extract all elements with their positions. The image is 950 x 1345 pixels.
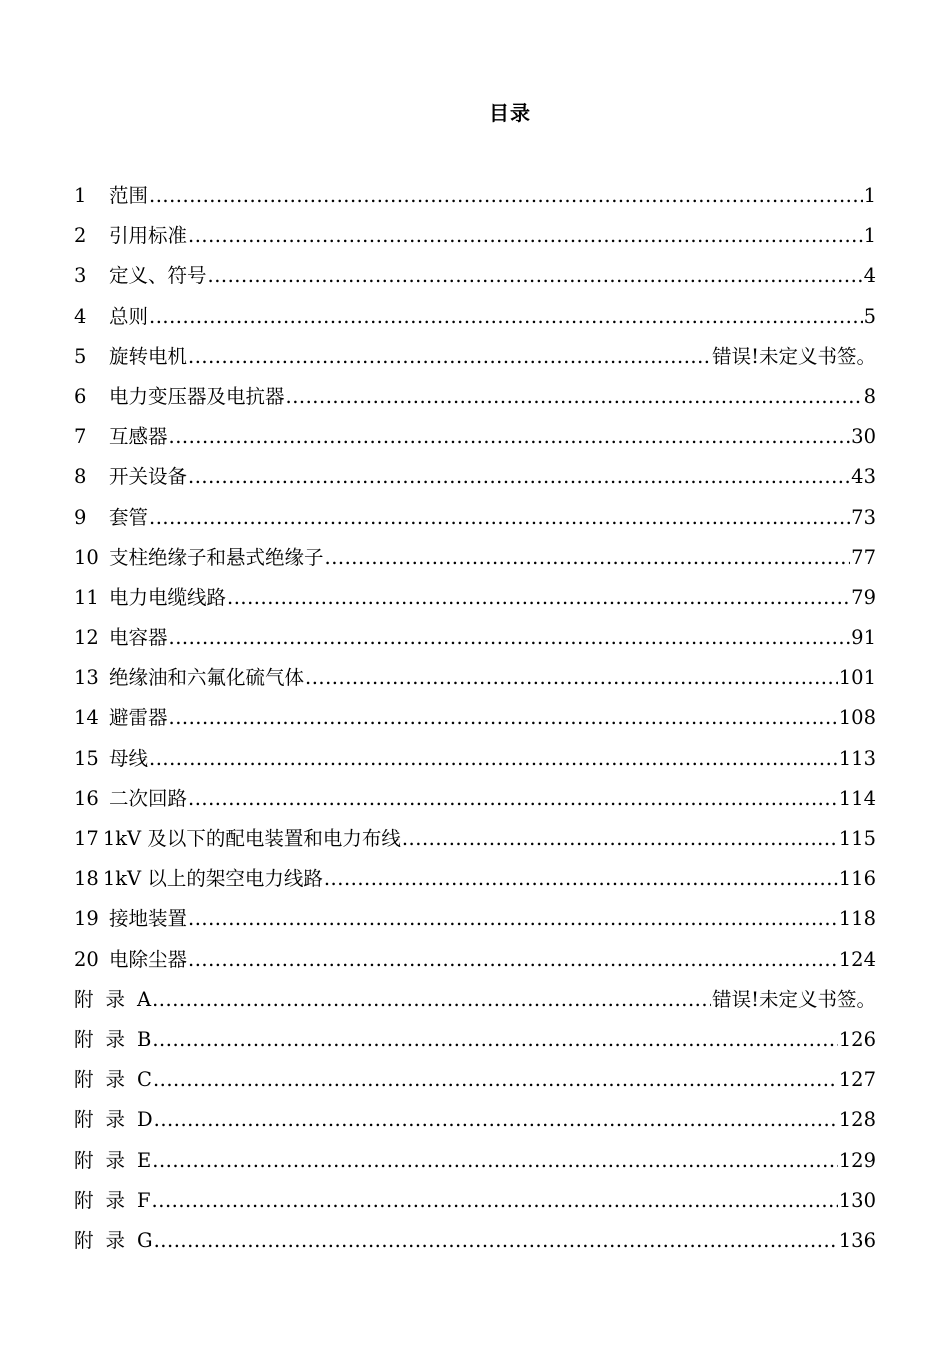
- dot-leader: [324, 859, 838, 899]
- entry-page: 5: [863, 304, 876, 328]
- dot-leader: [152, 980, 711, 1020]
- entry-label: 避雷器: [109, 706, 168, 730]
- appendix-letter: F: [137, 1188, 151, 1212]
- entry-number: 3: [74, 264, 87, 288]
- dot-leader: [188, 457, 850, 497]
- toc-entry[interactable]: [74, 618, 876, 658]
- entry-page: 1: [863, 184, 876, 207]
- toc-entry[interactable]: [74, 899, 876, 939]
- toc-appendix-entry[interactable]: [74, 980, 876, 1020]
- entry-number: 5: [74, 344, 87, 368]
- entry-number: 10: [74, 545, 99, 569]
- entry-page: 30: [851, 425, 876, 449]
- toc-appendix-entry[interactable]: [74, 1141, 876, 1181]
- dot-leader: [149, 498, 850, 538]
- entry-label: 开关设备: [109, 465, 188, 489]
- dot-leader: [152, 1020, 837, 1060]
- entry-number: 2: [74, 224, 87, 248]
- toc-entry[interactable]: [74, 698, 876, 738]
- dot-leader: [154, 1221, 838, 1261]
- entry-page: 108: [838, 706, 876, 730]
- entry-page: 118: [838, 907, 876, 931]
- entry-page: 126: [838, 1027, 876, 1051]
- dot-leader: [169, 618, 851, 658]
- entry-page: 114: [838, 786, 876, 810]
- entry-number: 11: [74, 585, 99, 609]
- toc-entry[interactable]: [74, 297, 876, 337]
- dot-leader: [286, 377, 863, 417]
- entry-page: 91: [851, 626, 876, 650]
- dot-leader: [188, 216, 863, 256]
- toc-entry[interactable]: [74, 538, 876, 578]
- entry-label: 电力变压器及电抗器: [109, 384, 285, 408]
- entry-number: 4: [74, 304, 87, 328]
- entry-number: 7: [74, 425, 87, 449]
- entry-number: 14: [74, 706, 99, 730]
- entry-number: 13: [74, 666, 99, 690]
- appendix-letter: G: [137, 1228, 153, 1252]
- entry-label: 1kV 以上的架空电力线路: [102, 867, 323, 891]
- dot-leader: [152, 1141, 838, 1181]
- entry-page: 127: [838, 1068, 876, 1092]
- entry-label: 电容器: [109, 626, 168, 650]
- dot-leader: [169, 698, 838, 738]
- dot-leader: [227, 578, 850, 618]
- entry-page: 124: [838, 947, 876, 971]
- entry-page: 错误!未定义书签。: [712, 344, 876, 368]
- dot-leader: [169, 417, 851, 457]
- toc-entry[interactable]: [74, 337, 876, 377]
- entry-page: 129: [838, 1148, 876, 1172]
- appendix-prefix: 附录: [74, 1148, 138, 1172]
- dot-leader: [325, 538, 851, 578]
- entry-page: 101: [838, 666, 876, 690]
- entry-label: 总则: [109, 304, 149, 328]
- entry-label: 接地装置: [109, 907, 188, 931]
- entry-label: 支柱绝缘子和悬式绝缘子: [109, 545, 324, 569]
- appendix-letter: E: [137, 1148, 152, 1172]
- toc-entry[interactable]: [74, 256, 876, 296]
- dot-leader: [402, 819, 838, 859]
- entry-page: 113: [838, 746, 876, 770]
- toc-entry[interactable]: [74, 216, 876, 256]
- entry-label: 1kV 及以下的配电装置和电力布线: [102, 827, 401, 850]
- appendix-prefix: 附录: [74, 1228, 138, 1252]
- appendix-letter: C: [137, 1068, 152, 1092]
- entry-label: 旋转电机: [109, 344, 188, 368]
- toc-appendix-entry[interactable]: [74, 1221, 876, 1261]
- entry-number: 20: [74, 947, 99, 971]
- dot-leader: [188, 337, 711, 377]
- entry-number: 17: [74, 827, 99, 850]
- entry-page: 128: [838, 1108, 876, 1132]
- appendix-prefix: 附录: [74, 1108, 138, 1132]
- entry-page: 73: [851, 505, 876, 529]
- appendix-prefix: 附录: [74, 1027, 138, 1051]
- entry-number: 6: [74, 384, 87, 408]
- entry-page: 43: [851, 465, 876, 489]
- toc-appendix-entry[interactable]: [74, 1020, 876, 1060]
- page-title: 目录: [489, 101, 531, 125]
- entry-number: 19: [74, 907, 99, 931]
- dot-leader: [188, 899, 838, 939]
- dot-leader: [154, 1100, 838, 1140]
- toc-entry[interactable]: [74, 457, 876, 497]
- toc-entry[interactable]: [74, 176, 876, 216]
- entry-number: 9: [74, 505, 87, 529]
- entry-number: 18: [74, 867, 99, 891]
- entry-label: 互感器: [109, 425, 168, 449]
- entry-label: 电除尘器: [109, 947, 188, 971]
- entry-page: 4: [863, 264, 876, 288]
- toc-entry[interactable]: [74, 940, 876, 980]
- entry-page: 1: [863, 224, 876, 248]
- dot-leader: [149, 739, 838, 779]
- toc-entry[interactable]: [74, 578, 876, 618]
- dot-leader: [153, 1060, 838, 1100]
- entry-label: 绝缘油和六氟化硫气体: [109, 666, 305, 690]
- entry-label: 二次回路: [109, 786, 188, 810]
- entry-page: 130: [838, 1188, 876, 1212]
- entry-label: 套管: [109, 505, 149, 529]
- entry-label: 电力电缆线路: [109, 585, 227, 609]
- appendix-letter: B: [137, 1027, 152, 1051]
- appendix-prefix: 附录: [74, 1068, 138, 1092]
- toc-entry[interactable]: [74, 819, 876, 859]
- appendix-prefix: 附录: [74, 987, 138, 1011]
- toc-appendix-entry[interactable]: [74, 1181, 876, 1221]
- dot-leader: [305, 658, 838, 698]
- toc-appendix-entry[interactable]: [74, 1060, 876, 1100]
- dot-leader: [188, 940, 838, 980]
- entry-label: 定义、符号: [109, 264, 207, 288]
- appendix-prefix: 附录: [74, 1188, 138, 1212]
- appendix-letter: A: [137, 987, 152, 1011]
- entry-number: 16: [74, 786, 99, 810]
- dot-leader: [149, 297, 863, 337]
- toc-entry[interactable]: [74, 658, 876, 698]
- entry-number: 1: [74, 184, 87, 207]
- entry-label: 母线: [109, 746, 149, 770]
- toc-entry[interactable]: [74, 498, 876, 538]
- dot-leader: [149, 176, 863, 216]
- entry-page: 116: [838, 867, 876, 891]
- toc-entry[interactable]: [74, 739, 876, 779]
- toc-entry[interactable]: [74, 779, 876, 819]
- toc-appendix-entry[interactable]: [74, 1100, 876, 1140]
- toc-entry[interactable]: [74, 417, 876, 457]
- entry-page: 136: [838, 1228, 876, 1252]
- dot-leader: [152, 1181, 838, 1221]
- entry-page: 77: [851, 545, 876, 569]
- entry-label: 引用标准: [109, 224, 188, 248]
- toc-entry[interactable]: [74, 377, 876, 417]
- entry-page: 79: [851, 585, 876, 609]
- toc-entry[interactable]: [74, 859, 876, 899]
- dot-leader: [208, 256, 863, 296]
- entry-label: 范围: [109, 184, 149, 207]
- table-of-contents: [74, 176, 876, 1261]
- entry-number: 8: [74, 465, 87, 489]
- dot-leader: [188, 779, 838, 819]
- entry-number: 12: [74, 626, 99, 650]
- entry-page: 错误!未定义书签。: [712, 987, 876, 1011]
- entry-number: 15: [74, 746, 99, 770]
- appendix-letter: D: [137, 1108, 153, 1132]
- entry-page: 8: [863, 384, 876, 408]
- entry-page: 115: [838, 827, 876, 850]
